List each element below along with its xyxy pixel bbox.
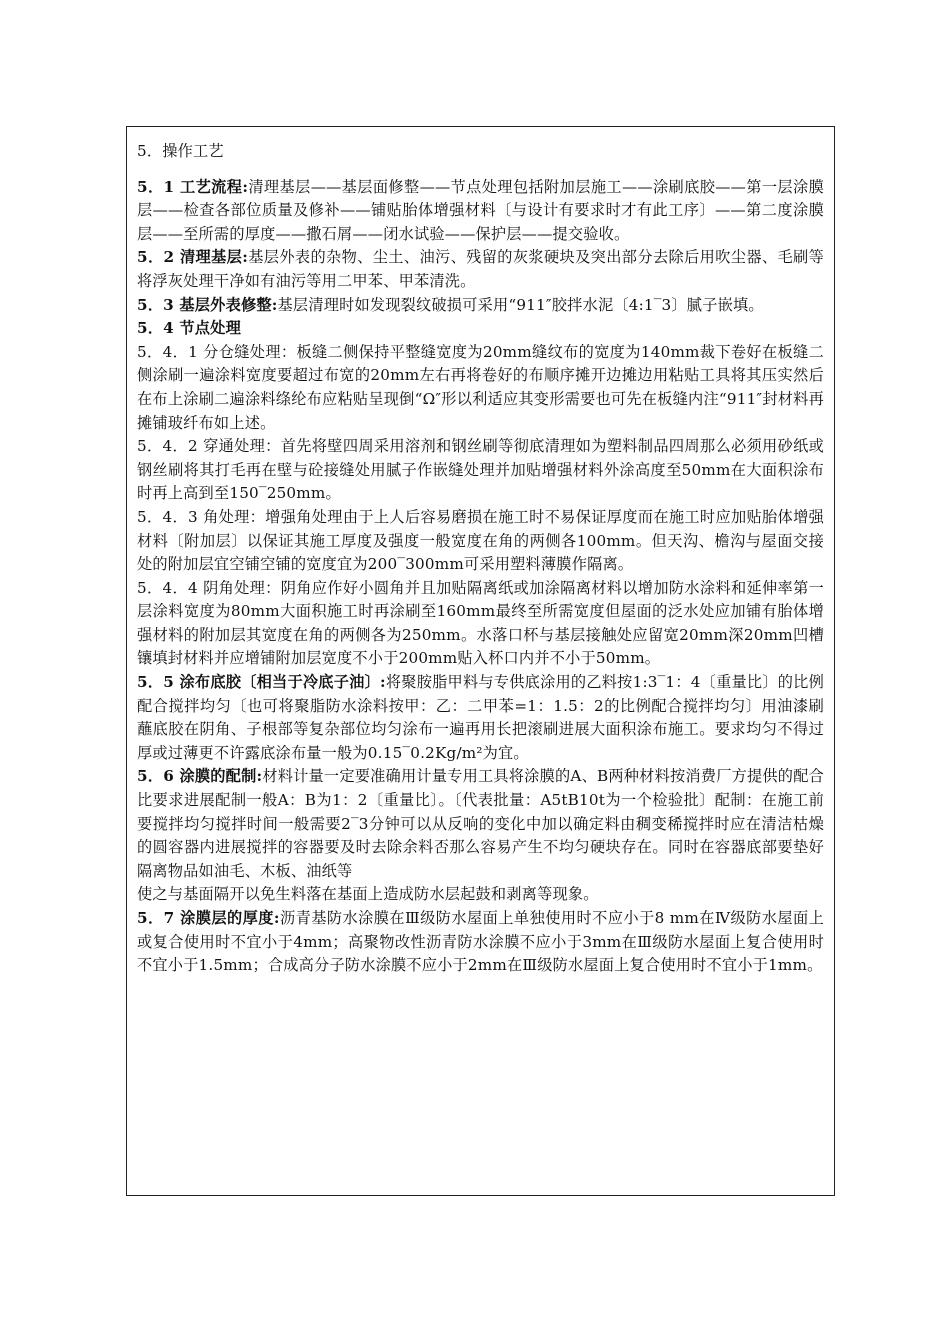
paragraph-primer-coating [137,671,824,765]
paragraph-process-flow [137,176,824,247]
paragraph-text: 5．4．2 穿通处理：首先将壁四周采用溶剂和钢丝刷等彻底清理如为塑料制品四周那么必须用砂纸或钢丝刷将其打毛再在壁与砼接缝处用腻子作嵌缝处理并加贴增强材料外涂高度至50mm在大面积涂布时再上高到至150‾250mm。 [137,437,824,503]
paragraph-node-treatment [137,317,824,341]
paragraph-text: 基层外表的杂物、尘土、油污、残留的灰浆硬块及突出部分去除后用吹尘器、毛刷等将浮灰处理干净如有油污等用二甲苯、甲苯清洗。 [137,248,824,290]
paragraph-label: 5．3 基层外表修整: [137,295,278,314]
paragraph-surface-repair [137,294,824,318]
paragraph-corner-treatment [137,506,824,577]
paragraph-text: 5．4．4 阴角处理：阴角应作好小圆角并且加贴隔离纸或加涂隔离材料以增加防水涂料和延伸率第一层涂料宽度为80mm大面积施工时再涂刷至160mm最终至所需宽度但屋面的泛水处应加铺有胎体增强材料的附加层其宽度在角的两侧各为250mm。水落口杯与基层接触处应留宽20mm深20mm凹槽镶填封材料并应增铺附加层宽度不小于200mm贴入杯口内并不小于50mm。 [137,578,824,668]
paragraph-label: 5．5 涂布底胶〔相当于冷底子油〕: [137,673,386,692]
paragraph-label: 5．6 涂膜的配制: [137,767,263,786]
paragraph-membrane-thickness [137,907,824,978]
paragraph-membrane-mixing-continued [137,883,824,907]
paragraph-membrane-mixing [137,765,824,883]
paragraph-text: 使之与基面隔开以免生料落在基面上造成防水层起鼓和剥离等现象。 [137,885,599,904]
section-title: 5．操作工艺 [137,142,224,160]
paragraph-joint-treatment [137,341,824,435]
paragraph-label: 5．7 涂膜层的厚度: [137,909,280,927]
paragraph-clean-base [137,246,824,293]
paragraph-text: 5．4．3 角处理：增强角处理由于上人后容易磨损在施工时不易保证厚度而在施工时应加贴胎体增强材料〔附加层〕以保证其施工厚度及强度一般宽度在角的两侧各100mm。但天沟、檐沟与屋面交接处的附加层宜空铺空铺的宽度宜为200‾300mm可采用塑料薄膜作隔离。 [137,507,824,574]
document-frame [126,126,835,1196]
paragraph-label: 5．2 清理基层: [137,248,249,267]
paragraph-label: 5．4 节点处理 [137,319,241,338]
paragraph-text: 清理基层——基层面修整——节点处理包括附加层施工——涂刷底胶——第一层涂膜层——检查各部位质量及修补——铺贴胎体增强材料〔与设计有要求时才有此工序〕——第二度涂膜层——至所需的厚度——撒石屑——闭水试验——保护层——提交验收。 [137,177,824,243]
paragraph-text: 沥青基防水涂膜在Ⅲ级防水屋面上单独使用时不应小于8 mm在Ⅳ级防水屋面上或复合使用时不宜小于4mm；高聚物改性沥青防水涂膜不应小于3mm在Ⅲ级防水屋面上复合使用时不宜小于1.5mm；合成高分子防水涂膜不应小于2mm在Ⅲ级防水屋面上复合使用时不宜小于1mm。 [137,909,825,975]
paragraph-penetration-treatment [137,435,824,506]
document-content [137,140,824,978]
paragraph-label: 5．1 工艺流程: [137,177,249,196]
paragraph-text: 将聚胺脂甲料与专供底涂用的乙料按1:3‾1：4〔重量比〕的比例配合搅拌均匀〔也可将聚脂防水涂料按甲：乙：二甲苯=1：1.5：2的比例配合搅拌均匀〕用油漆刷蘸底胶在阴角、子根部等复杂部位均匀涂布一遍再用长把滚刷进展大面积涂布施工。要求均匀不得过厚或过薄更不许露底涂布量一般为0.15‾0.2Kg/m²为宜。 [137,673,824,762]
paragraph-text: 基层清理时如发现裂纹破损可采用“911″胶拌水泥〔4:1‾3〕腻子嵌填。 [277,295,764,314]
paragraph-text: 5．4．1 分仓缝处理：板缝二侧保持平整缝宽度为20mm缝纹布的宽度为140mm裁下卷好在板缝二侧涂刷一遍涂料宽度要超过布宽的20mm左右再将卷好的布顺序摊开边摊边用粘贴工具将其压实然后在布上涂刷二遍涂料绦纶布应粘贴呈现倒“Ω″形以利适应其变形需要也可先在板缝内注“911″封材料再摊铺玻纤布如上述。 [137,342,824,432]
paragraph-text: 材料计量一定要准确用计量专用工具将涂膜的A、B两种材料按消费厂方提供的配合比要求进展配制一般A：B为1：2〔重量比〕。〔代表批量：A5tB10t为一个检验批〕配制：在施工前要搅拌均匀搅拌时间一般需要2‾3分钟可以从反响的变化中加以确定料由稠变稀搅拌时应在清洁枯燥的圆容器内进展搅拌的容器要及时去除余料否那么容易产生不均匀硬块存在。同时在容器底部要垫好隔离物品如油毛、木板、油纸等 [137,767,825,880]
paragraph-inner-corner-treatment [137,577,824,671]
